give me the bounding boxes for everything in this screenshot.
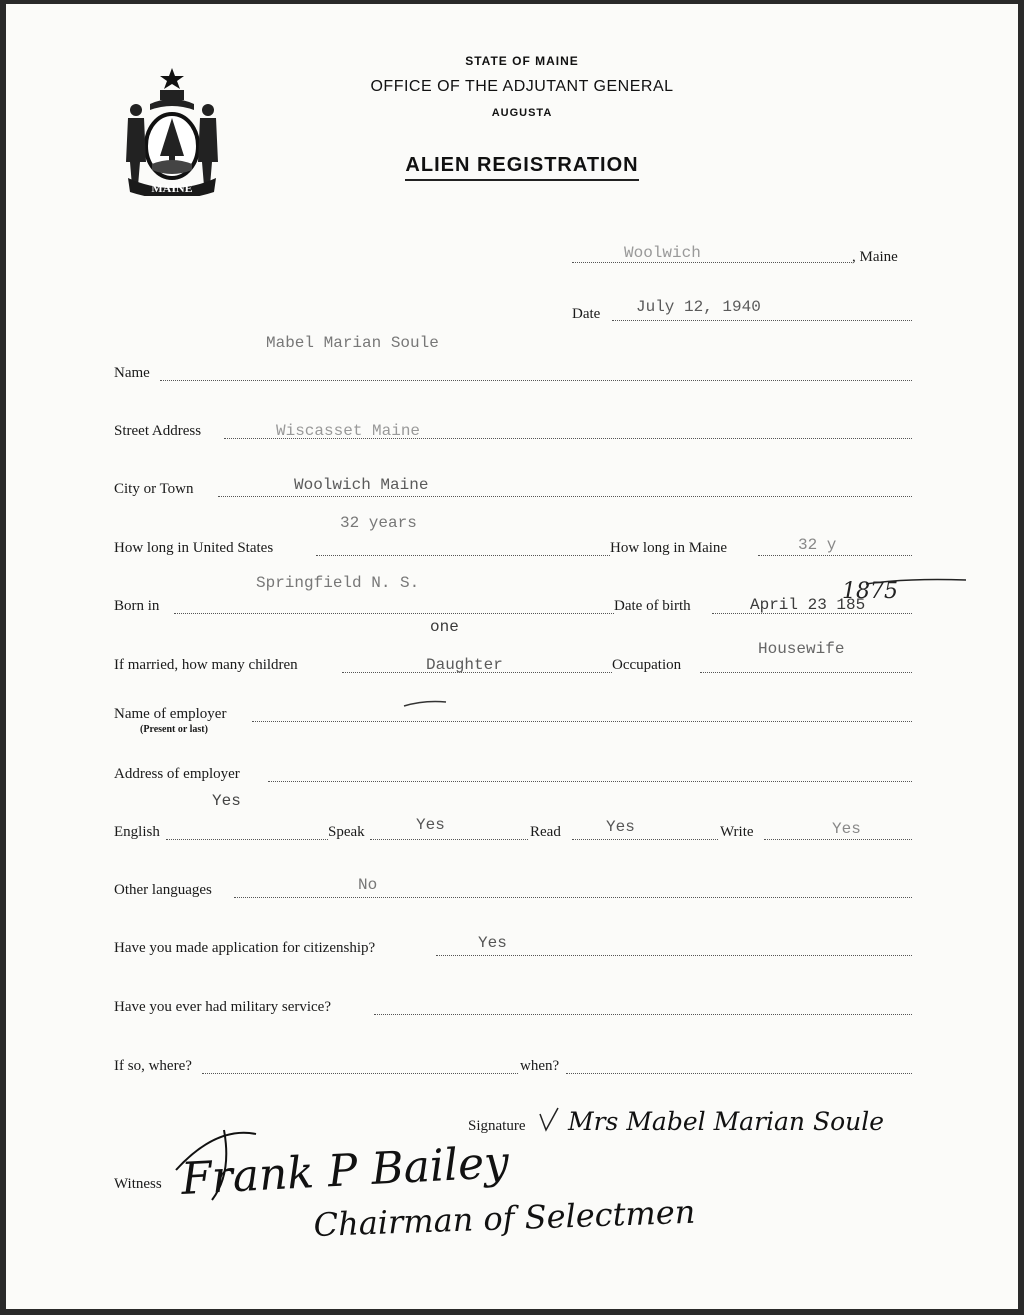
where-label: If so, where? bbox=[114, 1058, 192, 1074]
state-heading: STATE OF MAINE bbox=[465, 54, 579, 68]
witness-label: Witness bbox=[114, 1176, 162, 1192]
children-label: If married, how many children bbox=[114, 657, 298, 673]
office-heading: OFFICE OF THE ADJUTANT GENERAL bbox=[370, 78, 674, 95]
name-value: Mabel Marian Soule bbox=[266, 334, 439, 352]
speak-value: Yes bbox=[416, 816, 445, 834]
form-title: ALIEN REGISTRATION bbox=[16, 154, 1024, 177]
date-of-birth-value: April 23 185 bbox=[750, 596, 866, 614]
children-count-value: one bbox=[430, 618, 459, 636]
read-value: Yes bbox=[606, 818, 635, 836]
employer-note: (Present or last) bbox=[140, 724, 208, 735]
maine-label: , Maine bbox=[852, 249, 898, 265]
signature-label: Signature bbox=[468, 1118, 526, 1134]
write-label: Write bbox=[720, 824, 754, 840]
how-long-us-value: 32 years bbox=[340, 514, 417, 532]
registration-form bbox=[6, 4, 1018, 1309]
citizenship-value: Yes bbox=[478, 934, 507, 952]
speak-label: Speak bbox=[328, 824, 365, 840]
born-in-value: Springfield N. S. bbox=[256, 574, 420, 592]
how-long-maine-label: How long in Maine bbox=[610, 540, 728, 556]
city-or-town-label: City or Town bbox=[114, 481, 194, 497]
city-or-town-value: Woolwich Maine bbox=[294, 476, 429, 494]
read-label: Read bbox=[530, 824, 561, 840]
born-in-label: Born in bbox=[114, 598, 160, 614]
occupation-value: Housewife bbox=[758, 640, 845, 658]
witness-handwriting: Frank P Bailey bbox=[179, 1136, 511, 1205]
english-label: English bbox=[114, 824, 160, 840]
witness-title-handwriting: Chairman of Selectmen bbox=[312, 1192, 696, 1244]
military-label: Have you ever had military service? bbox=[114, 999, 331, 1015]
employer-address-label: Address of employer bbox=[114, 766, 240, 782]
signature-mark-icon bbox=[540, 1108, 558, 1130]
other-languages-label: Other languages bbox=[114, 882, 212, 898]
date-label: Date bbox=[572, 306, 601, 322]
handwriting-layer bbox=[6, 4, 1018, 1309]
how-long-us-label: How long in United States bbox=[114, 540, 274, 556]
write-value: Yes bbox=[832, 820, 861, 838]
date-of-birth-label: Date of birth bbox=[614, 598, 691, 614]
occupation-label: Occupation bbox=[612, 657, 682, 673]
name-label: Name bbox=[114, 365, 150, 381]
english-value: Yes bbox=[212, 792, 241, 810]
seal-banner-text: MAINE bbox=[151, 181, 193, 195]
when-label: when? bbox=[520, 1058, 560, 1074]
date-value: July 12, 1940 bbox=[636, 298, 761, 316]
signature-handwriting: Mrs Mabel Marian Soule bbox=[568, 1107, 885, 1136]
street-address-value: Wiscasset Maine bbox=[276, 422, 421, 440]
city-heading: AUGUSTA bbox=[491, 107, 553, 119]
how-long-maine-value: 32 y bbox=[798, 536, 837, 554]
street-address-label: Street Address bbox=[114, 423, 202, 439]
birth-year-correction: 1875 bbox=[842, 579, 898, 604]
citizenship-label: Have you made application for citizenship? bbox=[114, 940, 376, 956]
town-value: Woolwich bbox=[624, 244, 701, 262]
children-detail-value: Daughter bbox=[426, 656, 503, 674]
other-languages-value: No bbox=[358, 876, 378, 894]
employer-name-label: Name of employer bbox=[114, 706, 227, 722]
